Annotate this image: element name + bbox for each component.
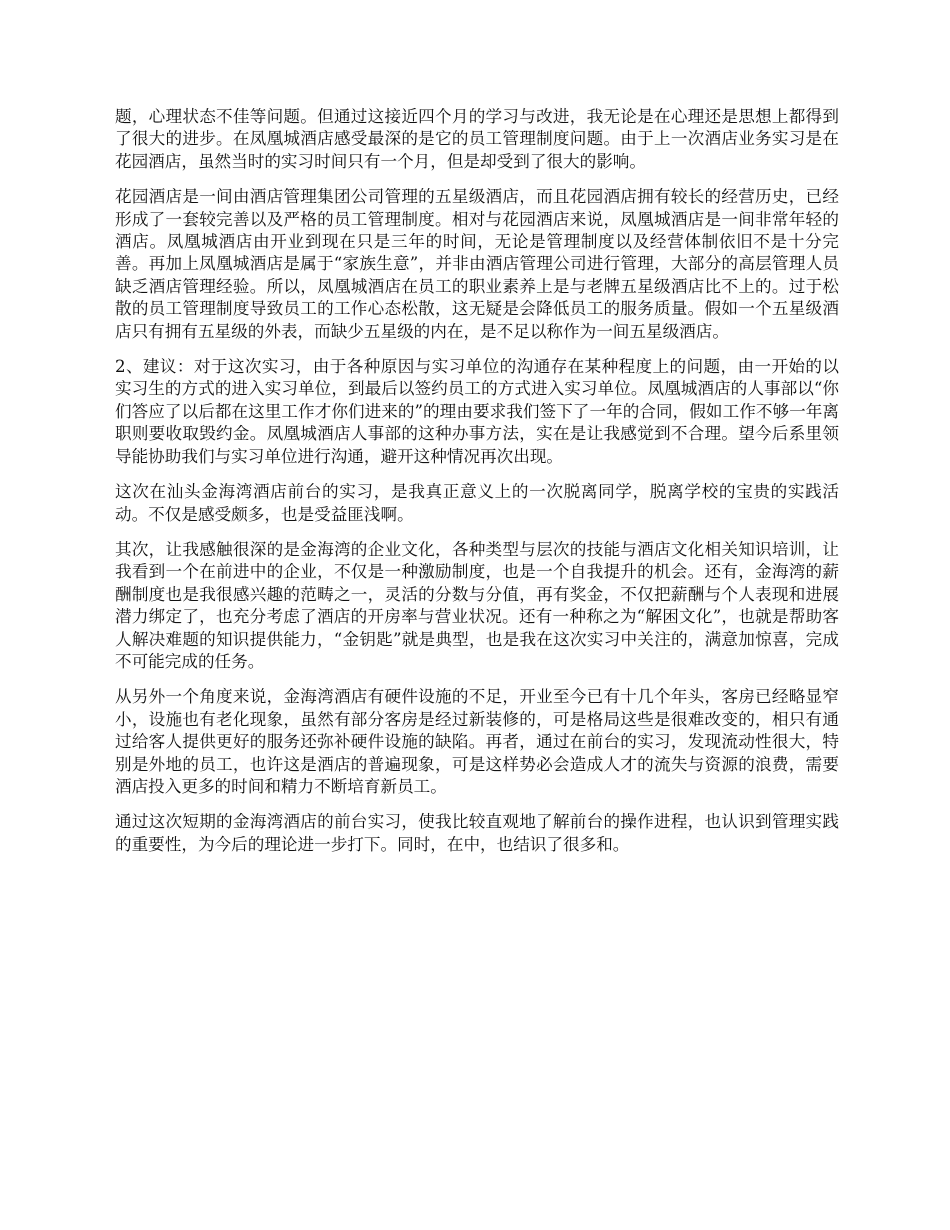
paragraph-6: 从另外一个角度来说，金海湾酒店有硬件设施的不足，开业至今已有十几个年头，客房已经略显窄小，设施也有老化现象，虽然有部分客房是经过新装修的，可是格局这些是很难改变的，相只有通过给客人提供更好的服务还弥补硬件设施的缺陷。再者，通过在前台的实习，发现流动性很大，特别是外地的员工，也许这是酒店的普遍现象，可是这样势必会造成人才的流失与资源的浪费，需要酒店投入更多的时间和精力不断培育新员工。 [115, 687, 839, 796]
paragraph-4: 这次在汕头金海湾酒店前台的实习，是我真正意义上的一次脱离同学，脱离学校的宝贵的实践活动。不仅是感受颇多，也是受益匪浅啊。 [115, 482, 839, 524]
paragraph-1: 题，心理状态不佳等问题。但通过这接近四个月的学习与改进，我无论是在心理还是思想上都得到了很大的进步。在凤凰城酒店感受最深的是它的员工管理制度问题。由于上一次酒店业务实习是在花园酒店，虽然当时的实习时间只有一个月，但是却受到了很大的影响。 [115, 107, 839, 171]
paragraph-2: 花园酒店是一间由酒店管理集团公司管理的五星级酒店，而且花园酒店拥有较长的经营历史，已经形成了一套较完善以及严格的员工管理制度。相对与花园酒店来说，凤凰城酒店是一间非常年轻的酒店。凤凰城酒店由开业到现在只是三年的时间，无论是管理制度以及经营体制依旧不是十分完善。再加上凤凰城酒店是属于“家族生意”，并非由酒店管理公司进行管理，大部分的高层管理人员缺乏酒店管理经验。所以，凤凰城酒店在员工的职业素养上是与老牌五星级酒店比不上的。过于松散的员工管理制度导致员工的工作心态松散，这无疑是会降低员工的服务质量。假如一个五星级酒店只有拥有五星级的外表，而缺少五星级的内在，是不足以称作为一间五星级酒店。 [115, 187, 839, 341]
paragraph-5: 其次，让我感触很深的是金海湾的企业文化，各种类型与层次的技能与酒店文化相关知识培训，让我看到一个在前进中的企业，不仅是一种激励制度，也是一个自我提升的机会。还有，金海湾的薪酬制度也是我很感兴趣的范畴之一，灵活的分数与分值，再有奖金，不仅把薪酬与个人表现和进展潜力绑定了，也充分考虑了酒店的开房率与营业状况。还有一种称之为“解困文化”，也就是帮助客人解决难题的知识提供能力，“金钥匙”就是典型，也是我在这次实习中关注的，满意加惊喜，完成不可能完成的任务。 [115, 539, 839, 671]
paragraph-3: 2、建议：对于这次实习，由于各种原因与实习单位的沟通存在某种程度上的问题，由一开始的以实习生的方式的进入实习单位，到最后以签约员工的方式进入实习单位。凤凰城酒店的人事部以“你们答应了以后都在这里工作才你们进来的”的理由要求我们签下了一年的合同，假如工作不够一年离职则要收取毁约金。凤凰城酒店人事部的这种办事方法，实在是让我感觉到不合理。望今后系里领导能协助我们与实习单位进行沟通，避开这种情况再次出现。 [115, 357, 839, 466]
paragraph-7: 通过这次短期的金海湾酒店的前台实习，使我比较直观地了解前台的操作进程，也认识到管理实践的重要性，为今后的理论进一步打下。同时，在中，也结识了很多和。 [115, 812, 839, 854]
document-body [115, 106, 839, 869]
